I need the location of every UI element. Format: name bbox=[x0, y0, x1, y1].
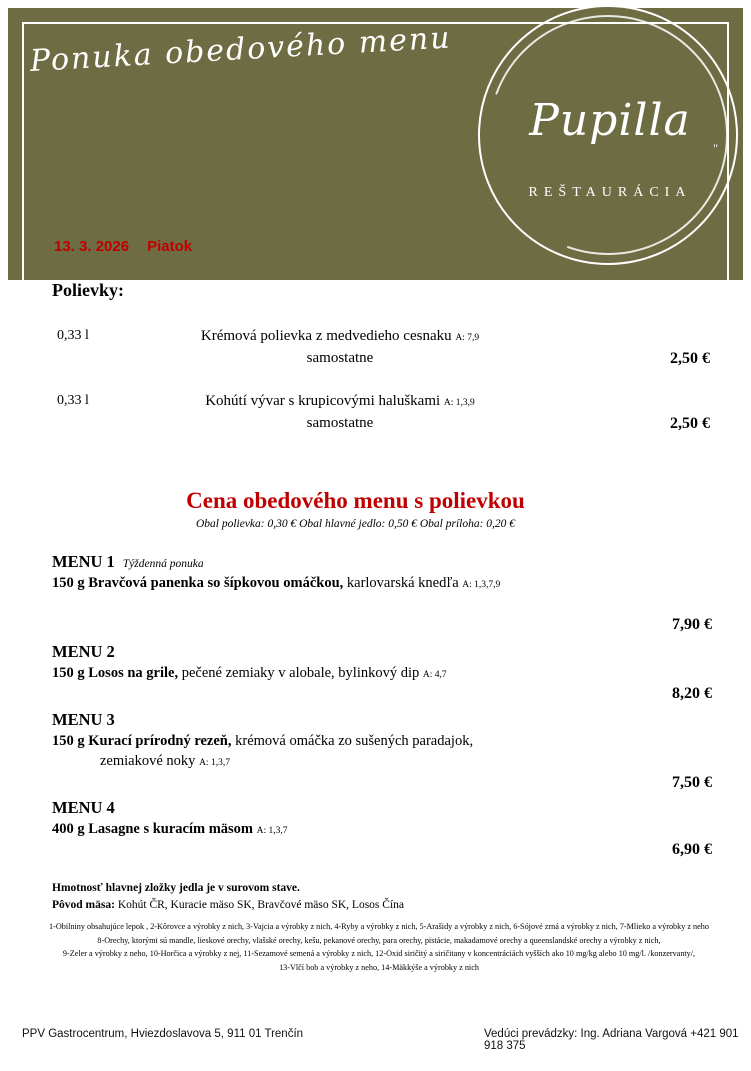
soup-volume: 0,33 l bbox=[57, 328, 89, 343]
logo-brand-name: Pupilla bbox=[529, 95, 691, 146]
soup-alone-label: samostatne bbox=[306, 350, 374, 366]
allergen-line: 13-Vlčí bob a výrobky z neho, 14-Mäkkýše a výrobky z nich bbox=[279, 962, 479, 972]
menu-description bbox=[52, 664, 712, 684]
menu-price: 7,90 € bbox=[672, 616, 712, 633]
menu-weight: 150 g bbox=[52, 575, 85, 591]
allergen-line: 8-Orechy, ktorými sú mandle, lieskové orechy, vlašské orechy, kešu, pekanové orechy, para orechy, pistácie, makadamové orechy a queenslandské orechy a výrobky z nich, bbox=[97, 935, 661, 945]
menu-main-dish: Bravčová panenka so šípkovou omáčkou, bbox=[88, 575, 344, 591]
page-title: Ponuka obedového menu bbox=[29, 20, 453, 79]
soup-name bbox=[120, 393, 560, 410]
menu-item-1 bbox=[52, 552, 712, 633]
meat-origin-label: Pôvod mäsa: bbox=[52, 898, 115, 911]
menu-weekly-tag: Týždenná ponuka bbox=[122, 558, 204, 570]
menu-label-text: MENU 3 bbox=[52, 710, 115, 729]
menu-price: 8,20 € bbox=[672, 685, 712, 702]
soup-name-text: Kohútí vývar s krupicovými haluškami bbox=[205, 393, 441, 409]
footer-manager: Vedúci prevádzky: Ing. Adriana Vargová +421 901 918 375 bbox=[484, 1028, 739, 1052]
soup-allergens: A: 7,9 bbox=[455, 333, 480, 343]
menu-main-dish: Kurací prírodný rezeň, bbox=[88, 733, 232, 749]
allergen-line: 1-Obilniny obsahujúce lepok , 2-Kôrovce a výrobky z nich, 3-Vajcia a výrobky z nich, 4-Ryby a výrobky z nich, 5-Arašidy a výrobky z nich, 6-Sójové zrná a výrobky z nich, 7-Mlieko a výrobky z neho bbox=[49, 922, 709, 931]
menu-description bbox=[52, 574, 712, 594]
menu-price: 6,90 € bbox=[672, 841, 712, 858]
soup-price: 2,50 € bbox=[670, 350, 710, 367]
menu-allergens: A: 4,7 bbox=[422, 670, 447, 680]
menu-allergens: A: 1,3,7,9 bbox=[462, 580, 501, 590]
date-value: 13. 3. 2026 bbox=[54, 238, 130, 255]
menu-item-2 bbox=[52, 642, 712, 702]
date-weekday: Piatok bbox=[147, 238, 193, 255]
menu-weight: 400 g bbox=[52, 821, 85, 837]
soup-name-text: Krémová polievka z medvedieho cesnaku bbox=[200, 328, 452, 344]
menu-label-text: MENU 2 bbox=[52, 642, 115, 661]
menu-main-dish: Lasagne s kuracím mäsom bbox=[88, 821, 253, 837]
menu-label-text: MENU 4 bbox=[52, 798, 115, 817]
soups-section-title: Polievky: bbox=[52, 280, 124, 300]
allergen-legend bbox=[34, 920, 724, 974]
menu-price: 7,50 € bbox=[672, 774, 712, 791]
footer-address: PPV Gastrocentrum, Hviezdoslavova 5, 911 01 Trenčín bbox=[22, 1028, 304, 1040]
combo-price-title: Cena obedového menu s polievkou bbox=[186, 488, 525, 513]
soup-name bbox=[120, 328, 560, 345]
menu-label-text: MENU 1 bbox=[52, 552, 115, 571]
packaging-note: Obal polievka: 0,30 € Obal hlavné jedlo: 0,50 € Obal príloha: 0,20 € bbox=[195, 518, 516, 530]
soup-price: 2,50 € bbox=[670, 415, 710, 432]
menu-side-dish: karlovarská knedľa bbox=[343, 575, 459, 591]
menu-description bbox=[52, 820, 712, 840]
menu-label bbox=[52, 710, 712, 730]
meat-origin-line bbox=[52, 897, 702, 914]
menu-second-line: zemiakové noky bbox=[100, 752, 196, 769]
meat-origin-value: Kohút ČR, Kuracie mäso SK, Bravčové mäso SK, Losos Čína bbox=[114, 898, 405, 911]
menu-description bbox=[52, 732, 712, 771]
soup-allergens: A: 1,3,9 bbox=[443, 398, 475, 408]
soup-alone-label: samostatne bbox=[306, 415, 374, 431]
logo-subtitle: REŠTAURÁCIA bbox=[528, 185, 692, 200]
meat-origin-notes bbox=[52, 880, 702, 913]
menu-label bbox=[52, 798, 712, 818]
menu-weight: 150 g bbox=[52, 733, 85, 749]
menu-allergens: A: 1,3,7 bbox=[256, 826, 288, 836]
logo bbox=[478, 5, 738, 265]
menu-item-4 bbox=[52, 798, 712, 858]
menu-side-dish: pečené zemiaky v alobale, bylinkový dip bbox=[178, 665, 420, 681]
menu-label bbox=[52, 642, 712, 662]
menu-item-3 bbox=[52, 710, 712, 791]
menu-main-dish: Losos na grile, bbox=[88, 665, 179, 681]
menu-side-dish: krémová omáčka zo sušených paradajok, bbox=[231, 733, 474, 749]
menu-weight: 150 g bbox=[52, 665, 85, 681]
weight-note: Hmotnosť hlavnej zložky jedla je v surovom stave. bbox=[52, 882, 300, 894]
menu-label bbox=[52, 552, 712, 572]
allergen-line: 9-Zeler a výrobky z neho, 10-Horčica a výrobky z nej, 11-Sezamové semená a výrobky z nich, 12-Oxid siričitý a siričitany v koncentráciách vyšších ako 10 mg/kg alebo 10 mg/l. /konzervanty/, bbox=[62, 949, 696, 959]
soup-volume: 0,33 l bbox=[57, 393, 89, 408]
menu-date bbox=[54, 238, 192, 255]
menu-allergens: A: 1,3,7 bbox=[199, 757, 230, 768]
logo-quote-mark: " bbox=[713, 141, 718, 155]
